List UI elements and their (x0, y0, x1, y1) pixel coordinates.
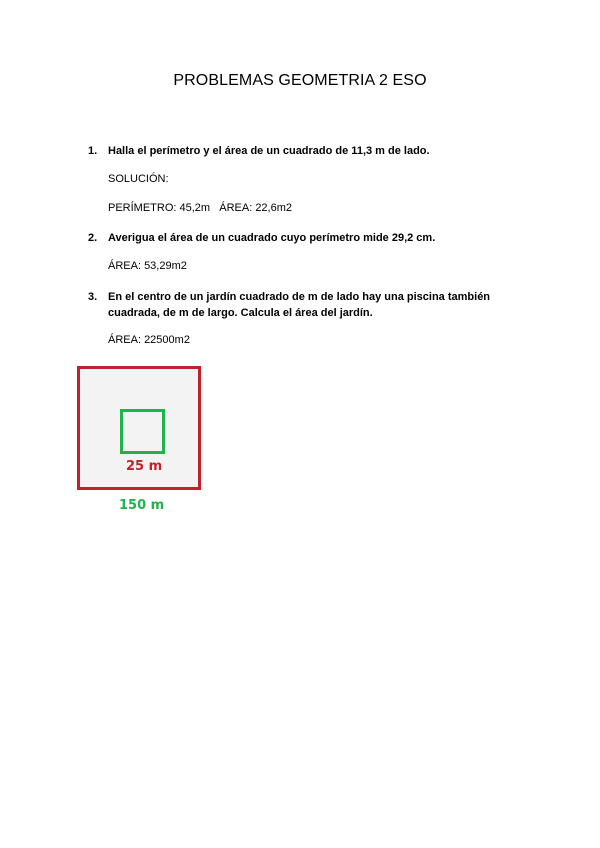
garden-side-label: 150 m (119, 498, 165, 513)
garden-square (77, 366, 201, 490)
solution-label: SOLUCIÓN: (108, 173, 169, 185)
answer-3: ÁREA: 22500m2 (108, 334, 190, 346)
problem-number: 3. (88, 291, 98, 303)
garden-figure (77, 366, 205, 516)
problem-number: 1. (88, 145, 98, 157)
answer-2: ÁREA: 53,29m2 (108, 260, 187, 272)
page-title: PROBLEMAS GEOMETRIA 2 ESO (173, 72, 427, 89)
problem-number: 2. (88, 232, 98, 244)
problem-text: Averigua el área de un cuadrado cuyo perímetro mide 29,2 cm. (108, 232, 436, 244)
pool-side-label: 25 m (126, 459, 163, 474)
problem-text: En el centro de un jardín cuadrado de m de lado hay una piscina también cuadrada, de m de largo. Calcula el área del jardín. (108, 291, 491, 319)
answer-1: PERÍMETRO: 45,2m ÁREA: 22,6m2 (108, 202, 293, 214)
pool-square (120, 409, 165, 454)
problem-text: Halla el perímetro y el área de un cuadrado de 11,3 m de lado. (108, 145, 430, 157)
